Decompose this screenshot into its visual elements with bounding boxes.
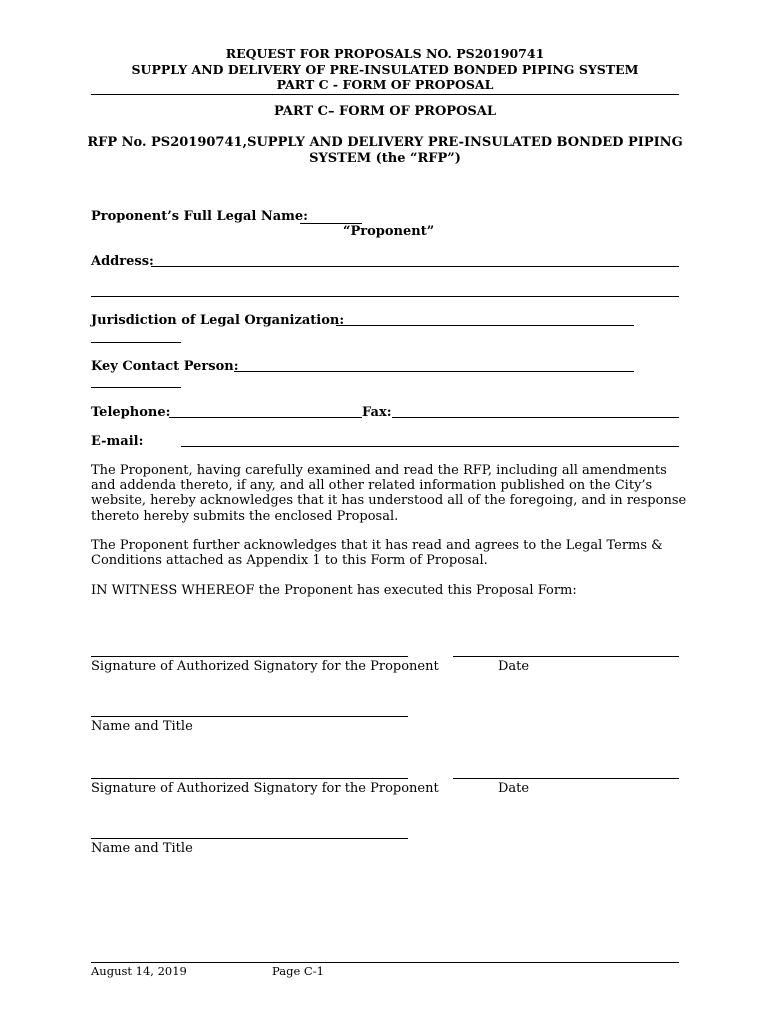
header-line-2: SUPPLY AND DELIVERY OF PRE-INSULATED BONDED PIPING SYSTEM — [131, 62, 639, 77]
header-divider — [91, 94, 679, 95]
name-title-line-1[interactable] — [91, 716, 408, 717]
fax-field[interactable] — [392, 417, 679, 418]
fax-label: Fax: — [362, 405, 392, 420]
key-contact-field[interactable] — [234, 371, 634, 372]
email-field[interactable] — [181, 446, 679, 447]
footer-page-number: Page C-1 — [272, 964, 324, 978]
signature-label-1: Signature of Authorized Signatory for the Proponent — [91, 659, 439, 674]
acknowledgement-paragraph: The Proponent, having carefully examined and read the RFP, including all amendments and addenda thereto, if any, and all other related information published on the City’s website, hereby acknowledges that it has understood all of the foregoing, and in response thereto hereby submits the enclosed Proposal. — [91, 463, 687, 524]
rfp-title-line-2: SYSTEM (the “RFP”) — [309, 151, 461, 166]
name-title-line-2[interactable] — [91, 838, 408, 839]
jurisdiction-field-continued[interactable] — [91, 342, 181, 343]
legal-terms-paragraph: The Proponent further acknowledges that it has read and agrees to the Legal Terms & Conditions attached as Appendix 1 to this Form of Proposal. — [91, 538, 663, 569]
signature-line-1[interactable] — [91, 656, 408, 657]
address-field-line-1[interactable] — [151, 266, 679, 267]
date-label-1: Date — [498, 659, 530, 674]
telephone-field[interactable] — [169, 417, 362, 418]
address-label: Address: — [91, 254, 154, 269]
key-contact-label: Key Contact Person: — [91, 359, 239, 374]
footer-divider — [91, 962, 679, 963]
signature-label-2: Signature of Authorized Signatory for the Proponent — [91, 781, 439, 796]
date-label-2: Date — [498, 781, 530, 796]
section-title: PART C– FORM OF PROPOSAL — [273, 104, 497, 119]
signature-line-2[interactable] — [91, 778, 408, 779]
witness-paragraph: IN WITNESS WHEREOF the Proponent has executed this Proposal Form: — [91, 583, 577, 598]
name-title-label-2: Name and Title — [91, 841, 193, 856]
rfp-title-line-1: RFP No. PS20190741,SUPPLY AND DELIVERY PRE-INSULATED BONDED PIPING — [87, 135, 683, 150]
key-contact-field-continued[interactable] — [91, 387, 181, 388]
jurisdiction-label: Jurisdiction of Legal Organization: — [91, 313, 345, 328]
address-field-line-2[interactable] — [91, 296, 679, 297]
footer-date: August 14, 2019 — [91, 964, 187, 978]
name-title-label-1: Name and Title — [91, 719, 193, 734]
proponent-alias: “Proponent” — [343, 224, 435, 239]
date-line-2[interactable] — [453, 778, 679, 779]
header-line-3: PART C - FORM OF PROPOSAL — [276, 77, 494, 92]
telephone-label: Telephone: — [91, 405, 171, 420]
email-label: E-mail: — [91, 434, 144, 449]
date-line-1[interactable] — [453, 656, 679, 657]
legal-name-label: Proponent’s Full Legal Name: — [91, 209, 308, 224]
jurisdiction-field[interactable] — [336, 325, 634, 326]
header-line-1: REQUEST FOR PROPOSALS NO. PS20190741 — [225, 46, 545, 61]
